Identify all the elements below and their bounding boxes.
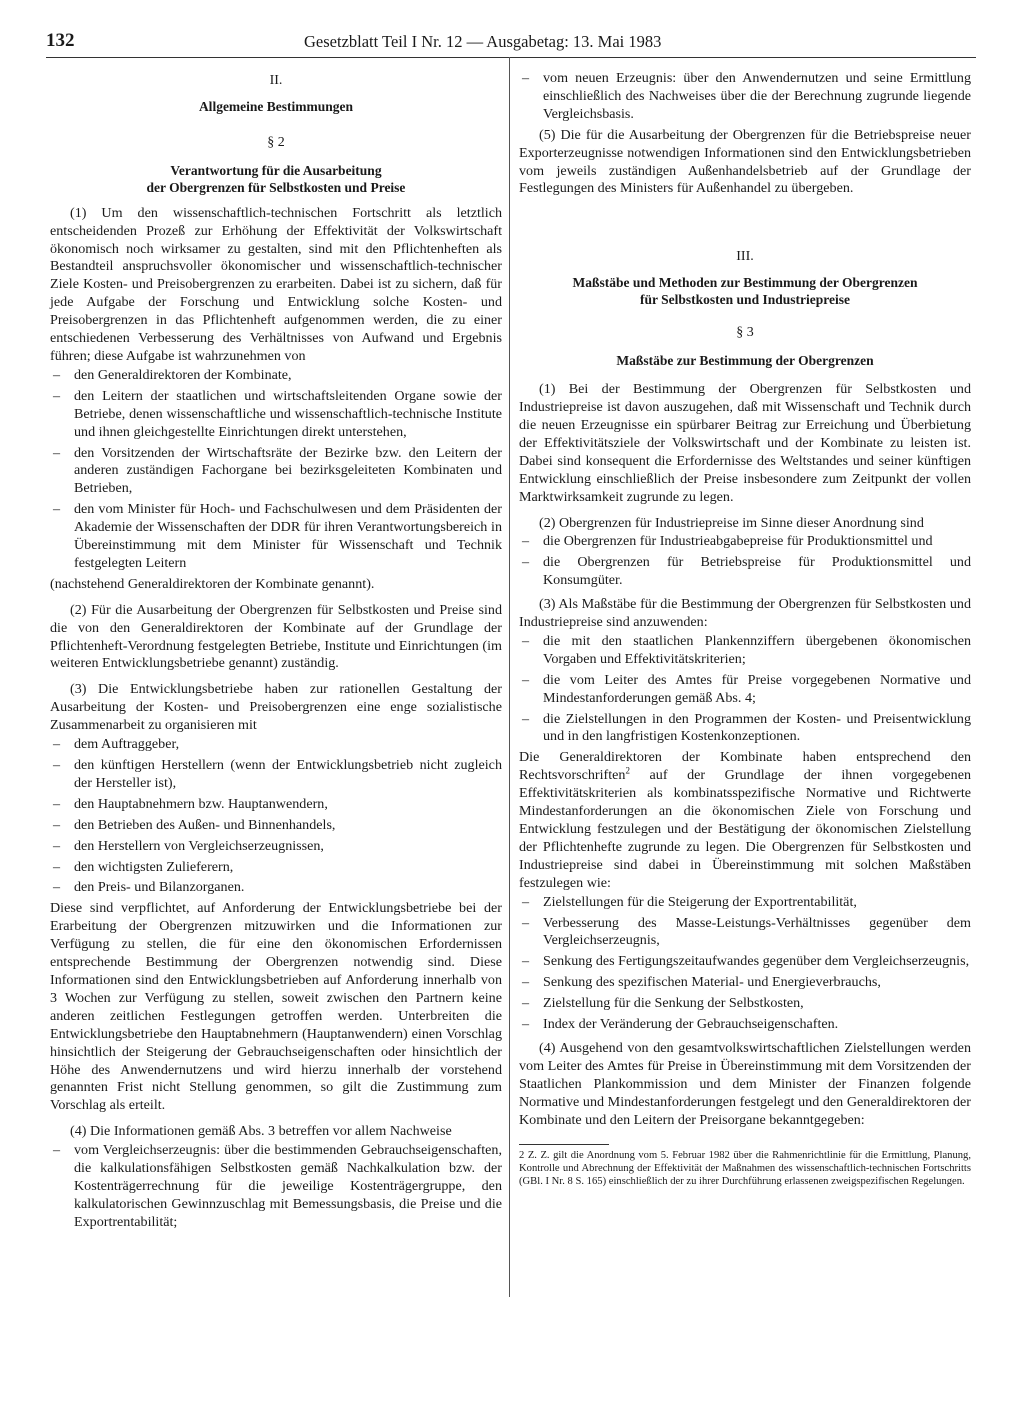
chapter-title <box>519 274 971 308</box>
list-item: – den wichtigsten Zulieferern, <box>50 859 502 877</box>
list-item: – den Leitern der staatlichen und wirtschaftsleitenden Organe sowie der Betriebe, denen wissenschaftliche und wissenschaftlich-technische Institute und ihnen gleichgestellte Einrichtungen direkt unterstehen, <box>50 388 502 442</box>
paragraph-text: auf der Grundlage der ihnen vorgegebenen Effektivitätskriterien als kombinatsspezifische Normative und Richtwerte Mindestanforderungen an die ökonomischen Ziele von Forschung und Entwicklung festzulegen und der Bestätigung der ökonomischen Zielstellung der Pflichtenhefte zugrunde zu legen. Die Obergrenzen für Selbstkosten und Industriepreise sind dabei in Übereinstimmung mit solchen Maßstäben festzulegen wie: <box>519 767 971 891</box>
footnote-rule <box>519 1144 609 1145</box>
list-item: – den Betrieben des Außen- und Binnenhandels, <box>50 817 502 835</box>
footnote-reference[interactable]: 2 <box>625 765 630 776</box>
list-item: – den Herstellern von Vergleichserzeugnissen, <box>50 838 502 856</box>
list-item: – vom Vergleichserzeugnis: über die bestimmenden Gebrauchseigenschaften, die kalkulationsfähigen Selbstkosten gemäß Nachkalkulation bzw. der Kostenträgerrechnung für die jeweilige Kostenträgergruppe, den kalkulatorischen Gewinnzuschlag mit Bemessungsbasis, die Preise und die Exportrentabilität; <box>50 1142 502 1232</box>
section-title-line: Verantwortung für die Ausarbeitung <box>170 162 382 178</box>
dash-list <box>519 894 971 1034</box>
left-column <box>50 70 502 1235</box>
list-item: – den Preis- und Bilanzorganen. <box>50 879 502 897</box>
section-title: Maßstäbe zur Bestimmung der Obergrenzen <box>616 353 874 369</box>
paragraph: (4) Die Informationen gemäß Abs. 3 betreffen vor allem Nachweise <box>70 1123 452 1140</box>
section-title <box>50 162 502 196</box>
paragraph: (3) Als Maßstäbe für die Bestimmung der Obergrenzen für Selbstkosten und Industriepreise sind anzuwenden: <box>519 596 971 631</box>
list-item: – den Generaldirektoren der Kombinate, <box>50 367 502 385</box>
list-item: – die Obergrenzen für Industrieabgabepreise für Produktionsmittel und <box>519 533 971 551</box>
list-item: – die Zielstellungen in den Programmen der Kosten- und Preisentwicklung und in den langfristigen Kostenkonzeptionen. <box>519 711 971 747</box>
list-item: – Senkung des Fertigungszeitaufwandes gegenüber dem Vergleichserzeugnis, <box>519 953 971 971</box>
paragraph-text: Die Generaldirektoren der Kombinate haben entsprechend den Rechtsvorschriften <box>519 749 971 784</box>
paragraph: (2) Für die Ausarbeitung der Obergrenzen für Selbstkosten und Preise sind die von den Generaldirektoren der Kombinate auf der Grundlage der Pflichtenheft-Verordnung festgelegten Betriebe, Institute und Einrichtungen (im weiteren Entwicklungsbetriebe genannt) zuständig. <box>50 601 502 672</box>
list-item: – Zielstellung für die Senkung der Selbstkosten, <box>519 995 971 1013</box>
list-item: – den Vorsitzenden der Wirtschaftsräte der Bezirke bzw. den Leitern der anderen zuständigen Fachorgane bei bezirksgeleiteten Kombinaten und Betrieben, <box>50 445 502 499</box>
list-item: – Index der Veränderung der Gebrauchseigenschaften. <box>519 1016 971 1034</box>
list-item: – den künftigen Herstellern (wenn der Entwicklungsbetrieb nicht zugleich der Hersteller ist), <box>50 757 502 793</box>
paragraph: (1) Bei der Bestimmung der Obergrenzen für Selbstkosten und Industriepreise ist davon auszugehen, daß mit Wissenschaft und Technik durch die neuen Erzeugnisse ein spürbarer Beitrag zur Erreichung und Überbietung der Effektivitätsziele der Volkswirtschaft und der Kombinate zu leisten ist. Dabei sind konsequent die Erfordernisse des Weltstandes und seiner künftigen Entwicklung einschließlich der Preise insbesondere zum Zeitpunkt der vollen Marktwirksamkeit zugrunde zu legen. <box>519 381 971 505</box>
chapter-title-line: Maßstäbe und Methoden zur Bestimmung der Obergrenzen <box>572 275 918 291</box>
paragraph: Diese sind verpflichtet, auf Anforderung der Entwicklungsbetriebe bei der Erarbeitung der Obergrenzen mitzuwirken und die Informationen zur Verfügung zu stellen, die für eine den ökonomischen Erfordernissen entsprechende Bestimmung der Obergrenzen notwendig sind. Diese Informationen sind den Entwicklungsbetrieben auf Anforderung innerhalb von 3 Wochen zur Verfügung zu stellen, soweit zwischen den Partnern keine anderen zeitlichen Festlegungen getroffen werden. Unterbreiten die Entwicklungsbetriebe den Hauptabnehmern (Hauptanwendern) einen Vorschlag hinsichtlich der Steigerung der Gebrauchseigenschaften oder hinsichtlich der Höhe des Anwendernutzens und wird hierzu innerhalb der vorstehend genannten Frist nicht Stellung genommen, so gilt die Zustimmung zum Vorschlag als erteilt. <box>50 900 502 1114</box>
list-item: – die vom Leiter des Amtes für Preise vorgegebenen Normative und Mindestanforderungen gemäß Abs. 4; <box>519 672 971 708</box>
list-item: – die mit den staatlichen Plankennziffern übergebenen ökonomischen Vorgaben und Effektivitätskriterien; <box>519 633 971 669</box>
gazette-header-title: Gesetzblatt Teil I Nr. 12 — Ausgabetag: 13. Mai 1983 <box>304 32 662 51</box>
chapter-number: III. <box>736 249 754 265</box>
page-number: 132 <box>46 30 75 51</box>
header-rule <box>46 57 976 58</box>
paragraph <box>519 749 971 892</box>
paragraph: (5) Die für die Ausarbeitung der Obergrenzen für die Betriebspreise neuer Exporterzeugnisse notwendigen Informationen sind den Entwicklungsbetrieben vom jeweils zuständigen Außenhandelsbetrieb auf der Grundlage der Festlegungen des Ministers für Außenhandel zu übergeben. <box>519 126 971 197</box>
list-item: – den vom Minister für Hoch- und Fachschulwesen und dem Präsidenten der Akademie der Wissenschaften der DDR für ihren Verantwortungsbereich in Übereinstimmung mit dem Minister für Wissenschaft und Technik festgelegten Leitern <box>50 501 502 573</box>
paragraph: (nachstehend Generaldirektoren der Kombinate genannt). <box>50 575 375 592</box>
paragraph: (2) Obergrenzen für Industriepreise im Sinne dieser Anordnung sind <box>539 514 924 531</box>
right-column <box>519 70 971 1188</box>
section-number: § 3 <box>736 325 754 341</box>
dash-list <box>519 70 971 124</box>
column-divider <box>509 57 510 1297</box>
dash-list <box>519 633 971 746</box>
section-number: § 2 <box>267 134 285 150</box>
dash-list <box>50 736 502 897</box>
list-item: – vom neuen Erzeugnis: über den Anwendernutzen und seine Ermittlung einschließlich des Nachweises über die der Berechnung zugrunde liegende Vergleichsbasis. <box>519 70 971 124</box>
chapter-title-line: für Selbstkosten und Industriepreise <box>640 292 850 308</box>
paragraph: (3) Die Entwicklungsbetriebe haben zur rationellen Gestaltung der Ausarbeitung der Kosten- und Preisobergrenzen eine enge sozialistische Zusammenarbeit zu organisieren mit <box>50 681 502 734</box>
chapter-title: Allgemeine Bestimmungen <box>198 98 354 114</box>
list-item: – Verbesserung des Masse-Leistungs-Verhältnisses gegenüber dem Vergleichserzeugnis, <box>519 915 971 951</box>
list-item: – die Obergrenzen für Betriebspreise für Produktionsmittel und Konsumgüter. <box>519 554 971 590</box>
section-title-line: der Obergrenzen für Selbstkosten und Preise <box>146 179 406 195</box>
chapter-number: II. <box>269 73 283 88</box>
list-item: – den Hauptabnehmern bzw. Hauptanwendern, <box>50 796 502 814</box>
list-item: – Senkung des spezifischen Material- und Energieverbrauchs, <box>519 974 971 992</box>
list-item: – dem Auftraggeber, <box>50 736 502 754</box>
list-item: – Zielstellungen für die Steigerung der Exportrentabilität, <box>519 894 971 912</box>
paragraph: (1) Um den wissenschaftlich-technischen Fortschritt als letztlich entscheidenden Prozeß zur Erhöhung der Effektivität der Volkswirtschaft ökonomisch noch wirksamer zu gestalten, sind mit den Pflichtenheften als Bestandteil anspruchsvoller ökonomischer und wissenschaftlich-technischer Ziele Kosten- und Preisobergrenzen zu erarbeiten. Dabei ist zu sichern, daß für jede Aufgabe der Forschung und Entwicklung solche Kosten- und Preisobergrenzen in das Pflichtenheft aufgenommen werden, die zu einer entschiedenen Verbesserung des Verhältnisses von Aufwand und Ergebnis führen; diese Aufgabe ist wahrzunehmen von <box>50 204 502 364</box>
dash-list <box>50 367 502 573</box>
page-header <box>46 30 976 60</box>
paragraph: (4) Ausgehend von den gesamtvolkswirtschaftlichen Zielstellungen werden vom Leiter des Amtes für Preise in Übereinstimmung mit dem Vorsitzenden der Staatlichen Plankommission und dem Minister der Finanzen folgende Normative und Mindestanforderungen festgelegt und den Generaldirektoren der Kombinate und den Leitern der Preisorgane bekanntgegeben: <box>519 1039 971 1128</box>
footnote: 2 Z. Z. gilt die Anordnung vom 5. Februar 1982 über die Rahmenrichtlinie für die Ermittlung, Planung, Kontrolle und Abrechnung der Effektivität der Maßnahmen des wissenschaftlich-technischen Fortschritts (GBl. I Nr. 8 S. 165) einschließlich der zu ihrer Durchführung erlassenen zweigspezifischen Regelungen. <box>519 1149 971 1187</box>
dash-list <box>519 533 971 590</box>
dash-list <box>50 1142 502 1232</box>
